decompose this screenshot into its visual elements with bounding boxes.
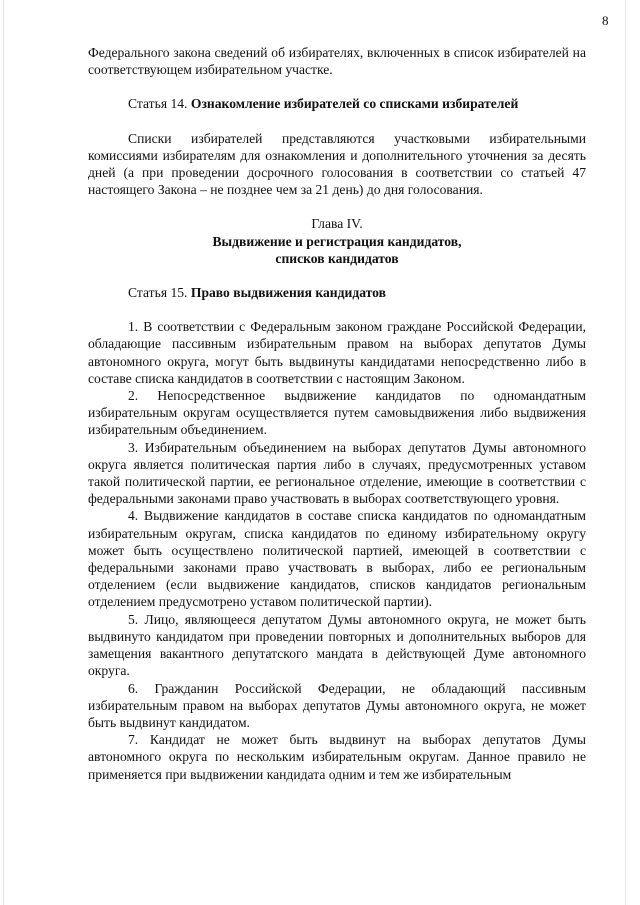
article-15-title: Право выдвижения кандидатов bbox=[190, 285, 386, 301]
article-15-paragraph-7: 7. Кандидат не может быть выдвинут на выборах депутатов Думы автономного округа по нескольким избирательным округам. Данное правило не применяется при выдвижении кандидата одним и тем же избирательным bbox=[88, 732, 586, 782]
article-15-paragraph-2: 2. Непосредственное выдвижение кандидатов по одномандатным избирательным округам осуществляется путем самовыдвижения либо выдвижения избирательным объединением. bbox=[88, 388, 586, 438]
article-14-title: Ознакомление избирателей со списками избирателей bbox=[190, 96, 519, 112]
article-15-label: Статья 15. bbox=[128, 285, 188, 301]
page-number: 8 bbox=[602, 13, 609, 28]
article-14-heading bbox=[88, 95, 586, 112]
chapter-4-label: Глава IV. bbox=[311, 216, 363, 232]
chapter-4-line-1 bbox=[88, 215, 586, 249]
article-15-paragraph-4: 4. Выдвижение кандидатов в составе списка кандидатов по одномандатным избирательным округам, списка кандидатов по единому избирательному округу может быть осуществлено политической партией, имеющей в соответствии с федеральными законами право участвовать в выборах, либо ее региональным отделением (если выдвижение кандидатов, списков кандидатов региональным отделением предусмотрено уставом политической партии). bbox=[88, 508, 586, 610]
scan-edge-right bbox=[625, 0, 626, 905]
chapter-4-title-line-2: списков кандидатов bbox=[275, 250, 399, 266]
page-content bbox=[88, 44, 586, 783]
article-15-paragraph-5: 5. Лицо, являющееся депутатом Думы автономного округа, не может быть выдвинуто кандидатом при проведении повторных и дополнительных выборов для замещения вакантного депутатского мандата в действующей Думе автономного округа. bbox=[88, 611, 586, 679]
article-14-text: Списки избирателей представляются участковыми избирательными комиссиями избирателям для ознакомления и дополнительного уточнения за десять дней (а при проведении досрочного голосования в соответствии со статьей 47 настоящего Закона – не позднее чем за 21 день) до дня голосования. bbox=[88, 130, 586, 198]
chapter-4-heading bbox=[88, 215, 586, 267]
intro-paragraph: Федерального закона сведений об избирателях, включенных в список избирателей на соответствующем избирательном участке. bbox=[88, 45, 586, 78]
article-15-paragraph-1: 1. В соответствии с Федеральным законом граждане Российской Федерации, обладающие пассивным избирательным правом на выборах депутатов Думы автономного округа, могут быть выдвинуты кандидатами непосредственно либо в составе списка кандидатов в соответствии с настоящим Законом. bbox=[88, 319, 586, 386]
article-14-label: Статья 14. bbox=[128, 96, 188, 112]
scan-edge-left bbox=[3, 0, 4, 905]
article-15-paragraph-3: 3. Избирательным объединением на выборах депутатов Думы автономного округа является политическая партия либо в случаях, предусмотренных уставом такой политической партии, ее региональное отделение, имеющие в соответствии с федеральными законами право участвовать в выборах соответствующего уровня. bbox=[88, 439, 586, 507]
article-15-heading bbox=[88, 284, 586, 301]
article-15-paragraph-6: 6. Гражданин Российской Федерации, не обладающий пассивным избирательным правом на выборах депутатов Думы автономного округа, не может быть выдвинут кандидатом. bbox=[88, 680, 586, 730]
chapter-4-title-line-1: Выдвижение и регистрация кандидатов, bbox=[212, 233, 462, 249]
